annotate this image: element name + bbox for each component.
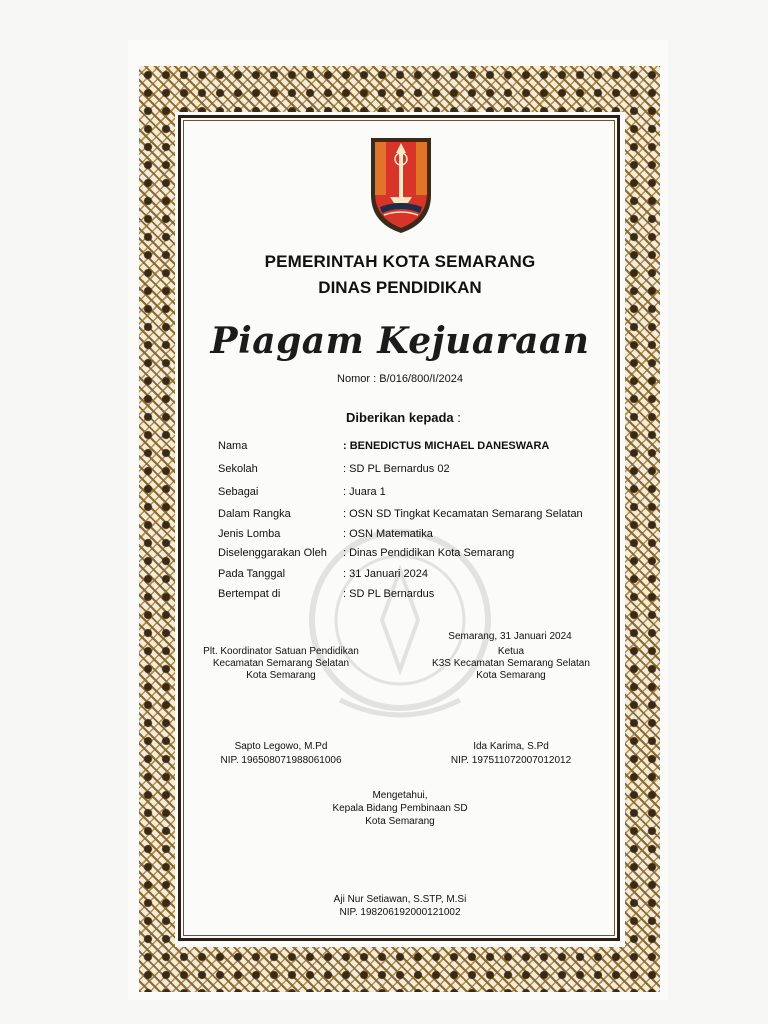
field-label-sekolah: Sekolah bbox=[218, 463, 258, 475]
bottom-signer-name: Aji Nur Setiawan, S.STP, M.Si bbox=[333, 894, 467, 905]
field-label-bertempat: Bertempat di bbox=[218, 588, 281, 600]
field-value-bertempat: : SD PL Bernardus bbox=[343, 588, 435, 600]
bottom-signer-title-2: Kepala Bidang Pembinaan SD bbox=[332, 803, 468, 814]
field-label-diselenggarakan: Diselenggarakan Oleh bbox=[218, 547, 327, 559]
left-signer-title-3: Kota Semarang bbox=[246, 670, 316, 681]
right-signer-name: Ida Karima, S.Pd bbox=[473, 741, 549, 752]
field-value-dalam-rangka: : OSN SD Tingkat Kecamatan Semarang Selatan bbox=[343, 508, 583, 520]
given-to-heading bbox=[346, 410, 461, 425]
left-signer-title-2: Kecamatan Semarang Selatan bbox=[212, 658, 350, 669]
field-value-diselenggarakan: : Dinas Pendidikan Kota Semarang bbox=[343, 547, 515, 559]
left-signer-nip: NIP. 196508071988061006 bbox=[220, 755, 342, 766]
right-signer-title-1: Ketua bbox=[497, 646, 525, 657]
field-label-nama: Nama bbox=[218, 440, 248, 452]
certificate-title: Piagam Kejuaraan bbox=[210, 320, 590, 362]
field-value-jenis-lomba: : OSN Matematika bbox=[343, 528, 433, 540]
field-value-sebagai: : Juara 1 bbox=[343, 486, 386, 498]
field-label-sebagai: Sebagai bbox=[218, 486, 259, 498]
given-to-colon: : bbox=[457, 410, 461, 425]
right-signer-title-3: Kota Semarang bbox=[476, 670, 546, 681]
semarang-city-emblem-icon bbox=[368, 135, 434, 235]
bottom-signer-title-1: Mengetahui, bbox=[372, 790, 428, 801]
field-label-pada-tanggal: Pada Tanggal bbox=[218, 568, 286, 580]
bottom-signer-title-3: Kota Semarang bbox=[365, 816, 435, 827]
given-to-label: Diberikan kepada bbox=[346, 410, 454, 425]
right-signer-title-2: K3S Kecamatan Semarang Selatan bbox=[432, 658, 590, 669]
place-date: Semarang, 31 Januari 2024 bbox=[448, 631, 572, 642]
right-signer-nip: NIP. 197511072007012012 bbox=[450, 755, 572, 766]
bottom-signer-nip: NIP. 198206192000121002 bbox=[339, 907, 461, 918]
field-label-jenis-lomba: Jenis Lomba bbox=[218, 528, 281, 540]
certificate-number: Nomor : B/016/800/I/2024 bbox=[337, 373, 463, 385]
field-value-pada-tanggal: : 31 Januari 2024 bbox=[343, 568, 429, 580]
field-label-dalam-rangka: Dalam Rangka bbox=[218, 508, 291, 520]
left-signer-name: Sapto Legowo, M.Pd bbox=[234, 741, 328, 752]
field-value-nama: : BENEDICTUS MICHAEL DANESWARA bbox=[343, 440, 550, 452]
department-heading: DINAS PENDIDIKAN bbox=[318, 278, 482, 297]
field-value-sekolah: : SD PL Bernardus 02 bbox=[343, 463, 450, 475]
left-signer-title-1: Plt. Koordinator Satuan Pendidikan bbox=[203, 646, 359, 657]
government-heading: PEMERINTAH KOTA SEMARANG bbox=[264, 252, 536, 271]
